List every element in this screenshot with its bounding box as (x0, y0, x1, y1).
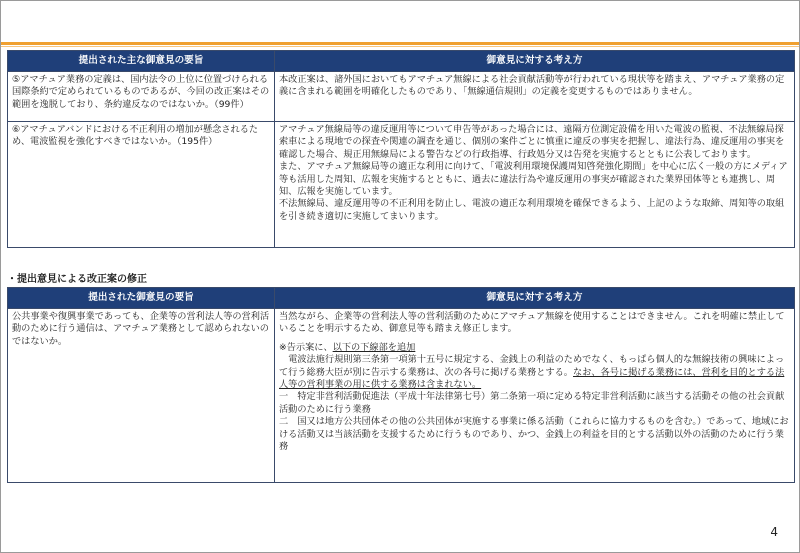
opinion-cell: 公共事業や復興事業であっても、企業等の営利法人等の営利活動のために行う通信は、アマチュア業務として認められないのではないか。 (8, 309, 275, 483)
table-row (8, 72, 795, 122)
response-paragraph: アマチュア無線局等の違反運用等について申告等があった場合には、遠隔方位測定設備を用いた電波の監視、不法無線局探索車による現地での探査や関連の調査を通じ、個別の案件ごとに慎重に違反の事実を把握し、違法行為、違反運用の事実を確認した場合、規正用無線局による警告などの行政指導、行政処分又は告発を実施するとともに公表しております。 (279, 124, 785, 160)
revision-note (279, 342, 790, 354)
table-header-row (8, 51, 795, 72)
table-row (8, 309, 795, 483)
header-response: 御意見に対する考え方 (275, 288, 795, 309)
response-cell (275, 122, 795, 248)
revision-item: 一 特定非営利活動促進法（平成十年法律第七号）第二条第一項に定める特定非営利活動に該当する活動その他の社会貢献活動のために行う業務 (279, 391, 785, 415)
header-accent-bar (1, 42, 799, 45)
section-title: ・提出意見による改正案の修正 (7, 274, 147, 285)
header-response: 御意見に対する考え方 (275, 51, 795, 72)
revision-body-text: 電波法施行規則第三条第一項第十五号に規定する、金銭上の利益のためでなく、もっぱら個人的な無線技術の興味によって行う総務大臣が別に告示する業務は、次の各号に掲げる業務とする。 (279, 354, 785, 378)
revision-note-prefix: ※告示案に、 (279, 341, 333, 353)
opinion-cell: ⑥アマチュアバンドにおける不正利用の増加が懸念されるため、電波監視を強化すべきではないか。（195件） (8, 122, 275, 248)
revision-item: 二 国又は地方公共団体その他の公共団体が実施する事業に係る活動（これらに協力するものを含む。）であって、地域における活動又は当該活動を支援するために行うものであり、かつ、金銭上の利益を目的とする活動以外の活動のために行う業務 (279, 416, 789, 453)
response-cell: 本改正案は、諸外国においてもアマチュア無線による社会貢献活動等が行われている現状等を踏まえ、アマチュア業務の定義に含まれる範囲を明確化したものであり、「無線通信規則」の定義を変更するものではありません。 (275, 72, 795, 122)
opinions-table (7, 50, 795, 248)
response-cell (275, 309, 795, 483)
response-intro: 当然ながら、企業等の営利法人等の営利活動のためにアマチュア無線を使用することはできません。これを明確に禁止していることを明示するため、御意見等も踏まえ修正します。 (279, 311, 785, 335)
revision-body (279, 354, 790, 391)
table-row (8, 122, 795, 248)
revision-note-underlined: 以下の下線部を追加 (332, 341, 416, 353)
response-paragraph: 不法無線局、違反運用等の不正利用を防止し、電波の適正な利用環境を確保できるよう、上記のような取締、周知等の取組を引き続き適切に実施してまいります。 (279, 198, 785, 222)
header-opinion-summary: 提出された主な御意見の要旨 (8, 51, 275, 72)
table-header-row (8, 288, 795, 309)
revision-body-underlined: なお、各号に掲げる業務には、営利を目的とする法人等の営利事業の用に供する業務は含まれない。 (279, 366, 785, 391)
header-opinion-summary: 提出された御意見の要旨 (8, 288, 275, 309)
header-accent-line (1, 46, 799, 47)
page-number: 4 (770, 525, 778, 539)
response-paragraph: また、アマチュア無線局等の適正な利用に向けて、「電波利用環境保護周知啓発強化期間」を中心に広く一般の方にメディア等も活用した周知、広報を実施するとともに、過去に違法行為や違反運用の事実が確認された業界団体等とも連携し、周知、広報を実施しています。 (279, 161, 788, 198)
revision-table (7, 287, 795, 483)
opinion-cell: ⑤アマチュア業務の定義は、国内法令の上位に位置づけられる国際条約で定められているものであるが、今回の改正案はその範囲を逸脱しており、条約違反なのではないか。（99件） (8, 72, 275, 122)
